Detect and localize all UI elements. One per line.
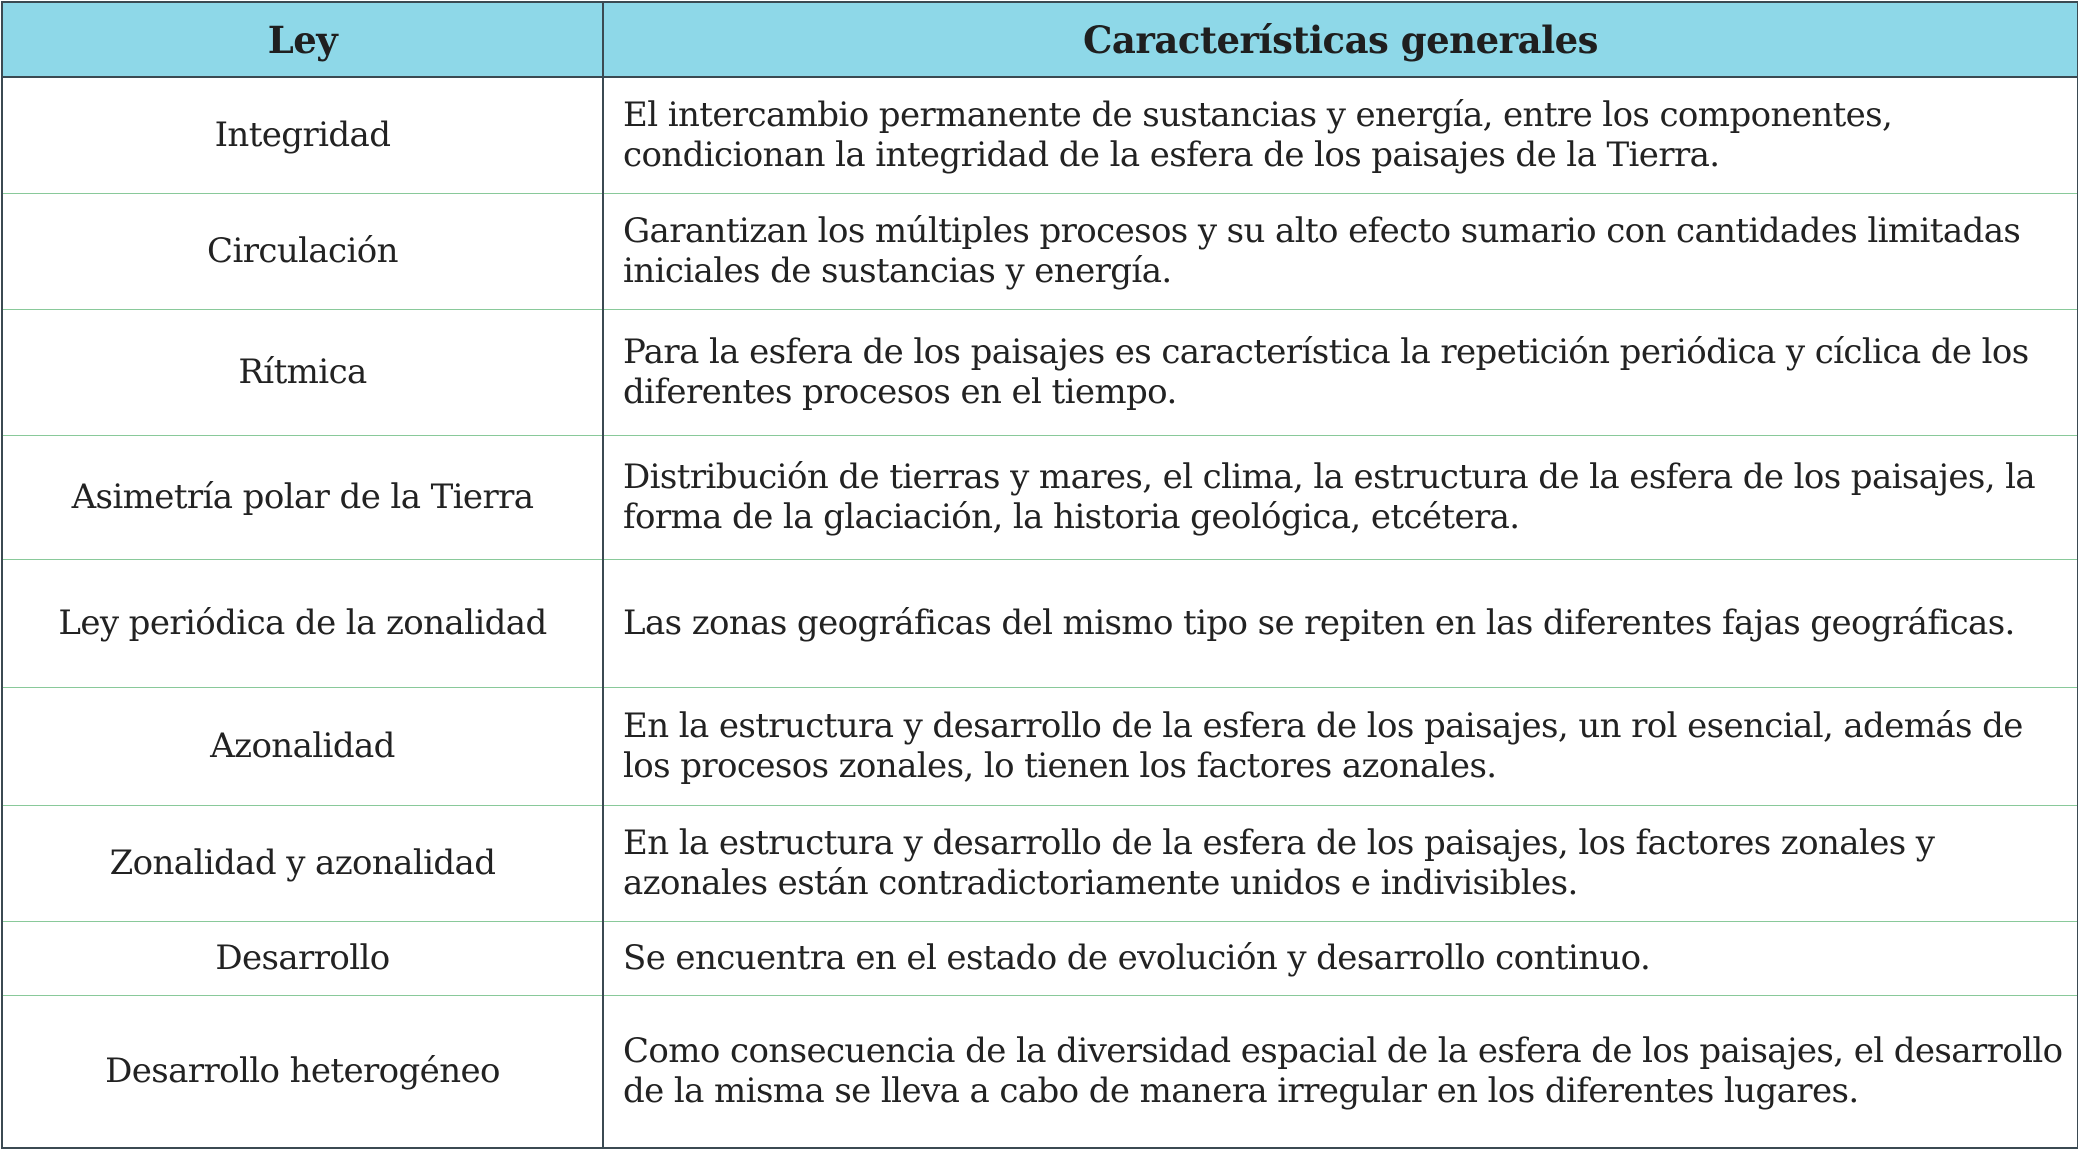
law-description-text: Distribución de tierras y mares, el clima, la estructura de la esfera de los paisajes, la forma de la glaciación, la historia geológica, etcétera. [623,457,2036,537]
table-row [2,77,2078,193]
table-row [2,995,2078,1148]
law-name-text: Ley periódica de la zonalidad [58,603,547,643]
law-description-text: En la estructura y desarrollo de la esfera de los paisajes, los factores zonales y azonales están contradictoriamente unidos e indivisibles. [623,823,1935,903]
law-description-text: Como consecuencia de la diversidad espacial de la esfera de los paisajes, el desarrollo de la misma se lleva a cabo de manera irregular en los diferentes lugares. [623,1031,2063,1112]
table-row [2,435,2078,559]
law-description [603,435,2078,559]
law-description [603,309,2078,435]
table-header [2,2,2078,77]
table-row [2,921,2078,995]
law-name-text: Desarrollo [215,938,390,978]
law-description [603,995,2078,1148]
law-name-text: Desarrollo heterogéneo [105,1051,500,1092]
law-name [2,921,603,995]
law-description [603,559,2078,687]
law-description-text: Las zonas geográficas del mismo tipo se repiten en las diferentes fajas geográficas. [623,603,2015,643]
table-row [2,805,2078,921]
law-name [2,995,603,1148]
law-description [603,805,2078,921]
law-name-text: Integridad [214,115,391,156]
table-row [2,193,2078,309]
law-name-text: Azonalidad [210,726,395,766]
law-description-text: Se encuentra en el estado de evolución y desarrollo continuo. [623,938,1651,978]
law-description [603,193,2078,309]
law-name [2,805,603,921]
law-name [2,435,603,559]
law-name [2,309,603,435]
law-description [603,687,2078,805]
law-name-text: Circulación [207,231,398,271]
law-name [2,77,603,193]
law-name-text: Zonalidad y azonalidad [109,843,496,883]
table-row [2,559,2078,687]
law-description [603,77,2078,193]
header-law: Ley [2,2,603,77]
law-description-text: El intercambio permanente de sustancias y energía, entre los componentes, condicionan la integridad de la esfera de los paisajes de la Tierra. [623,95,1893,176]
law-name [2,687,603,805]
laws-table [1,1,2078,1149]
header-characteristics: Características generales [603,2,2078,77]
law-name-text: Asimetría polar de la Tierra [71,477,534,517]
law-description-text: Garantizan los múltiples procesos y su alto efecto sumario con cantidades limitadas iniciales de sustancias y energía. [623,211,2021,291]
law-name [2,559,603,687]
law-name-text: Rítmica [238,352,367,392]
table-row [2,687,2078,805]
law-description-text: Para la esfera de los paisajes es característica la repetición periódica y cíclica de los diferentes procesos en el tiempo. [623,332,2029,412]
law-description [603,921,2078,995]
table-body [2,77,2078,1148]
table-row [2,309,2078,435]
law-description-text: En la estructura y desarrollo de la esfera de los paisajes, un rol esencial, además de los procesos zonales, lo tienen los factores azonales. [623,706,2023,786]
header-row [2,2,2078,77]
law-name [2,193,603,309]
